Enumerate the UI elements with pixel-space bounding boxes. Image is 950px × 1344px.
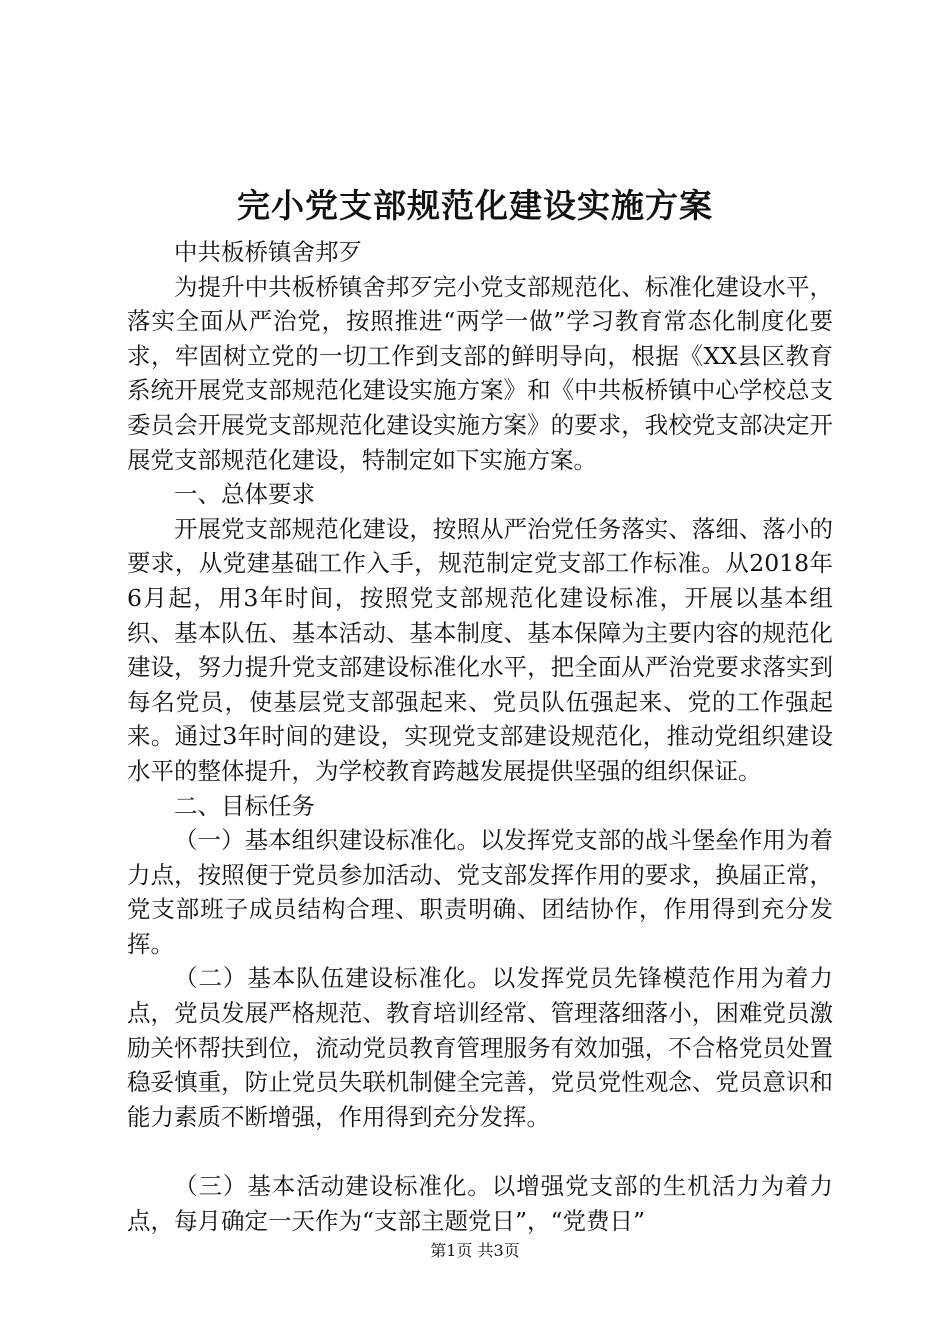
document-title: 完小党支部规范化建设实施方案: [237, 186, 713, 225]
task-item-3: （三）基本活动建设标准化。以增强党支部的生机活力为着力点，每月确定一天作为“支部主题党日”，“党费日”: [127, 1172, 833, 1236]
task-item-2: （二）基本队伍建设标准化。以发挥党员先锋模范作用为着力点，党员发展严格规范、教育培训经常、管理落细落小，困难党员激励关怀帮扶到位，流动党员教育管理服务有效加强，不合格党员处置稳妥慎重，防止党员失联机制健全完善，党员党性观念、党员意识和能力素质不断增强，作用得到充分发挥。: [127, 964, 833, 1131]
page-footer: 第1页 共3页: [430, 1241, 520, 1260]
author-line: 中共板桥镇舍邦歹: [174, 238, 362, 266]
task-item-1: （一）基本组织建设标准化。以发挥党支部的战斗堡垒作用为着力点，按照便于党员参加活动、党支部发挥作用的要求，换届正常，党支部班子成员结构合理、职责明确、团结协作，作用得到充分发挥。: [127, 826, 833, 958]
section-heading-1: 一、总体要求: [174, 480, 315, 509]
intro-paragraph: 为提升中共板桥镇舍邦歹完小党支部规范化、标准化建设水平，落实全面从严治党，按照推进“两学一做”学习教育常态化制度化要求，牢固树立党的一切工作到支部的鲜明导向，根据《XX县区教育系统开展党支部规范化建设实施方案》和《中共板桥镇中心学校总支委员会开展党支部规范化建设实施方案》的要求，我校党支部决定开展党支部规范化建设，特制定如下实施方案。: [127, 272, 833, 474]
section-heading-2: 二、目标任务: [174, 791, 315, 820]
general-requirements-paragraph: 开展党支部规范化建设，按照从严治党任务落实、落细、落小的要求，从党建基础工作入手，规范制定党支部工作标准。从2018年6月起，用3年时间，按照党支部规范化建设标准，开展以基本组织、基本队伍、基本活动、基本制度、基本保障为主要内容的规范化建设，努力提升党支部建设标准化水平，把全面从严治党要求落实到每名党员，使基层党支部强起来、党员队伍强起来、党的工作强起来。通过3年时间的建设，实现党支部建设规范化，推动党组织建设水平的整体提升，为学校教育跨越发展提供坚强的组织保证。: [127, 514, 833, 785]
document-body: [127, 235, 833, 1239]
